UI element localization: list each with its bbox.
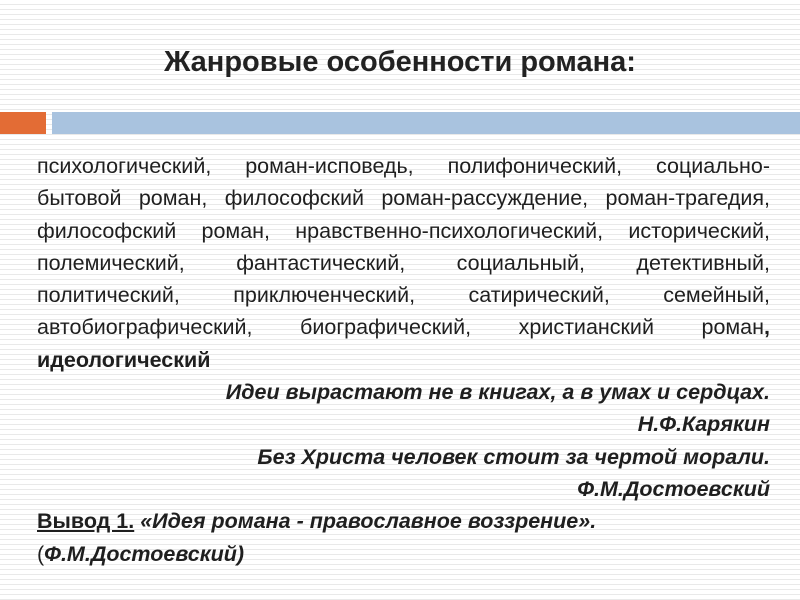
conclusion-open-paren: ( [37,541,45,566]
conclusion-paragraph [37,505,770,570]
quote-2-author: Ф.М.Достоевский [577,476,770,501]
slide-title: Жанровые особенности романа: [164,46,636,78]
genres-paragraph [37,150,770,376]
conclusion-author: Ф.М.Достоевский) [44,541,245,566]
quote-2-text: Без Христа человек стоит за чертой морали. [257,444,770,469]
conclusion-label: Вывод 1. [37,509,135,534]
conclusion-text: «Идея романа - православное воззрение». [140,509,597,534]
accent-bar-blue [52,112,800,134]
accent-bar-orange [0,112,46,134]
slide-content [37,150,770,570]
quote-1-text: Идеи вырастают не в книгах, а в умах и сердцах. [225,380,770,405]
genres-list-text: психологический, роман-исповедь, полифонический, социально-бытовой роман, философский роман-рассуждение, роман-трагедия, философский роман, нравственно-психологический, исторический, полемический, фантастический, социальный, детективный, политический, приключенческий, сатирический, семейный, автобиографический, биографический, христианский роман [37,154,770,340]
genres-comma: , [764,315,770,340]
quote-1-author: Н.Ф.Карякин [637,412,770,437]
genre-ideological: идеологический [37,347,211,372]
